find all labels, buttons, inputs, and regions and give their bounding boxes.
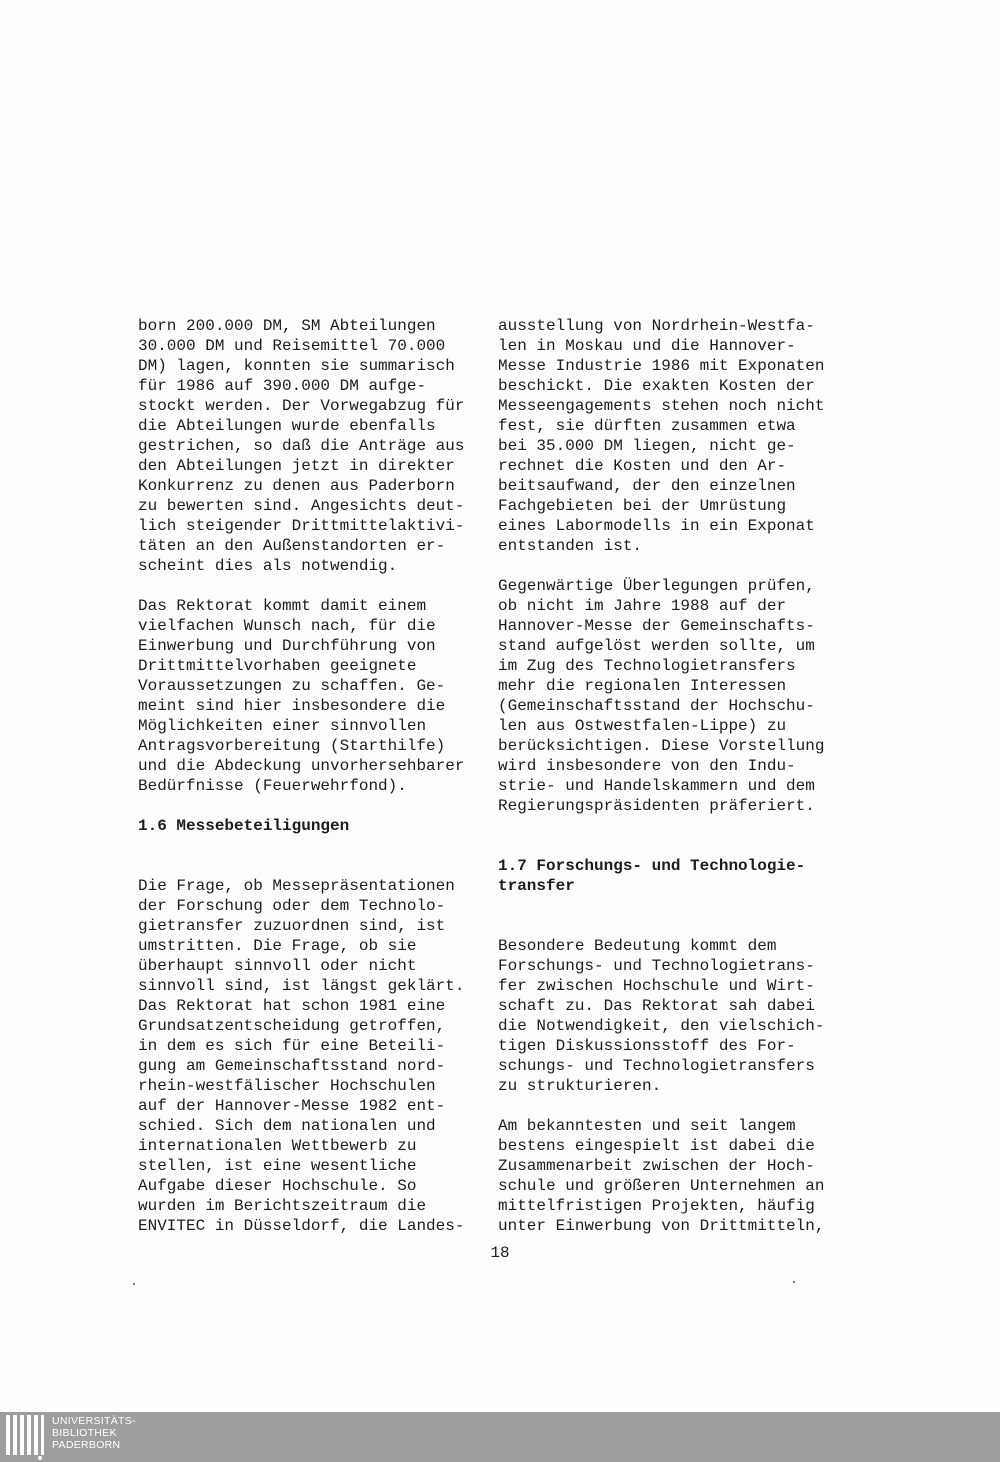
text-line: len in Moskau und die Hannover- (498, 337, 796, 355)
text-line: rhein-westfälischer Hochschulen (138, 1077, 436, 1095)
text-line: fer zwischen Hochschule und Wirt- (498, 977, 815, 995)
text-line: Grundsatzentscheidung getroffen, (138, 1017, 446, 1035)
paragraph (498, 576, 843, 816)
text-line: bei 35.000 DM liegen, nicht ge- (498, 437, 796, 455)
text-line: transfer (498, 877, 575, 895)
text-line: gestrichen, so daß die Anträge aus (138, 437, 465, 455)
paragraph-gap (498, 916, 843, 936)
text-line: gung am Gemeinschaftsstand nord- (138, 1057, 446, 1075)
section-heading (498, 856, 843, 916)
text-line: mehr die regionalen Interessen (498, 677, 787, 695)
text-line: Messeengagements stehen noch nicht (498, 397, 825, 415)
paragraph-gap (138, 836, 483, 856)
text-line: vielfachen Wunsch nach, für die (138, 617, 436, 635)
text-line: in dem es sich für eine Beteili- (138, 1037, 446, 1055)
text-line: Am bekanntesten und seit langem (498, 1117, 796, 1135)
text-line: Zusammenarbeit zwischen der Hoch- (498, 1157, 815, 1175)
text-line: internationalen Wettbewerb zu (138, 1137, 417, 1155)
text-line: mittelfristigen Projekten, häufig (498, 1197, 815, 1215)
paragraph-gap (498, 556, 843, 576)
text-line: Einwerbung und Durchführung von (138, 637, 436, 655)
section-heading (138, 816, 483, 856)
left-column (138, 316, 483, 1236)
text-line: Bedürfnisse (Feuerwehrfond). (138, 777, 407, 795)
text-line: schaft zu. Das Rektorat sah dabei (498, 997, 815, 1015)
text-line: ob nicht im Jahre 1988 auf der (498, 597, 787, 615)
text-line: wurden im Berichtszeitraum die (138, 1197, 427, 1215)
text-line: Voraussetzungen zu schaffen. Ge- (138, 677, 446, 695)
text-line: entstanden ist. (498, 537, 643, 555)
paragraph (498, 316, 843, 556)
text-line: Konkurrenz zu denen aus Paderborn (138, 477, 455, 495)
text-line: die Notwendigkeit, den vielschich- (498, 1017, 825, 1035)
paragraph (138, 316, 483, 576)
text-line: tigen Diskussionsstoff des For- (498, 1037, 796, 1055)
paragraph (138, 596, 483, 796)
text-line: Hannover-Messe der Gemeinschafts- (498, 617, 815, 635)
logo-line: PADERBORN (52, 1439, 121, 1451)
text-line: beschickt. Die exakten Kosten der (498, 377, 815, 395)
text-line: DM) lagen, konnten sie summarisch (138, 357, 455, 375)
paragraph (498, 936, 843, 1096)
text-line: Aufgabe dieser Hochschule. So (138, 1177, 417, 1195)
text-line: 30.000 DM und Reisemittel 70.000 (138, 337, 446, 355)
text-line: (Gemeinschaftsstand der Hochschu- (498, 697, 815, 715)
text-line: Gegenwärtige Überlegungen prüfen, (498, 577, 815, 595)
text-line: berücksichtigen. Diese Vorstellung (498, 737, 825, 755)
text-line: born 200.000 DM, SM Abteilungen (138, 317, 436, 335)
text-line: Forschungs- und Technologietrans- (498, 957, 815, 975)
text-line: schied. Sich dem nationalen und (138, 1117, 436, 1135)
paragraph-gap (498, 1096, 843, 1116)
page-number: 18 (490, 1244, 510, 1262)
text-line: meint sind hier insbesondere die (138, 697, 446, 715)
scan-speck (133, 1283, 135, 1285)
text-line: schungs- und Technologietransfers (498, 1057, 815, 1075)
text-line: stand aufgelöst werden sollte, um (498, 637, 815, 655)
text-line: eines Labormodells in ein Exponat (498, 517, 815, 535)
right-column (498, 316, 843, 1236)
text-line: für 1986 auf 390.000 DM aufge- (138, 377, 427, 395)
paragraph-gap (498, 816, 843, 836)
text-line: Fachgebieten bei der Umrüstung (498, 497, 787, 515)
text-line: beitsaufwand, der den einzelnen (498, 477, 796, 495)
text-line: der Forschung oder dem Technolo- (138, 897, 446, 915)
text-line: den Abteilungen jetzt in direkter (138, 457, 455, 475)
logo-line: BIBLIOTHEK (52, 1427, 117, 1439)
text-line: lich steigender Drittmittelaktivi- (138, 517, 465, 535)
library-logo (4, 1413, 194, 1461)
text-line: rechnet die Kosten und den Ar- (498, 457, 787, 475)
text-line: scheint dies als notwendig. (138, 557, 398, 575)
paragraph-gap (498, 896, 843, 916)
text-line: wird insbesondere von den Indu- (498, 757, 796, 775)
text-line: unter Einwerbung von Drittmitteln, (498, 1217, 825, 1235)
text-line: umstritten. Die Frage, ob sie (138, 937, 417, 955)
text-line: Messe Industrie 1986 mit Exponaten (498, 357, 825, 375)
text-line: len aus Ostwestfalen-Lippe) zu (498, 717, 787, 735)
paragraph-gap (138, 856, 483, 876)
text-line: fest, sie dürften zusammen etwa (498, 417, 796, 435)
text-line: und die Abdeckung unvorhersehbarer (138, 757, 465, 775)
text-line: Regierungspräsidenten präferiert. (498, 797, 815, 815)
text-line: täten an den Außenstandorten er- (138, 537, 446, 555)
text-line: zu strukturieren. (498, 1077, 662, 1095)
text-line: 1.6 Messebeteiligungen (138, 817, 350, 835)
library-logo-text (52, 1415, 136, 1451)
text-line: strie- und Handelskammern und dem (498, 777, 815, 795)
text-line: gietransfer zuzuordnen sind, ist (138, 917, 446, 935)
text-line: im Zug des Technologietransfers (498, 657, 796, 675)
paragraph (498, 1116, 843, 1236)
paragraph-gap (498, 836, 843, 856)
paragraph-gap (138, 576, 483, 596)
text-line: zu bewerten sind. Angesichts deut- (138, 497, 465, 515)
text-line: Das Rektorat kommt damit einem (138, 597, 427, 615)
text-line: Antragsvorbereitung (Starthilfe) (138, 737, 446, 755)
library-logo-icon (4, 1413, 48, 1461)
text-line: bestens eingespielt ist dabei die (498, 1137, 815, 1155)
paragraph (138, 876, 483, 1236)
text-line: stellen, ist eine wesentliche (138, 1157, 417, 1175)
text-line: Besondere Bedeutung kommt dem (498, 937, 777, 955)
text-line: Drittmittelvorhaben geeignete (138, 657, 417, 675)
text-line: auf der Hannover-Messe 1982 ent- (138, 1097, 446, 1115)
text-line: sinnvoll sind, ist längst geklärt. (138, 977, 465, 995)
text-line: überhaupt sinnvoll oder nicht (138, 957, 417, 975)
text-line: ausstellung von Nordrhein-Westfa- (498, 317, 815, 335)
text-line: stockt werden. Der Vorwegabzug für (138, 397, 465, 415)
scan-speck (793, 1281, 795, 1283)
text-line: Die Frage, ob Messepräsentationen (138, 877, 455, 895)
text-line: Das Rektorat hat schon 1981 eine (138, 997, 446, 1015)
paragraph-gap (138, 796, 483, 816)
text-line: Möglichkeiten einer sinnvollen (138, 717, 427, 735)
text-line: ENVITEC in Düsseldorf, die Landes- (138, 1217, 465, 1235)
text-line: die Abteilungen wurde ebenfalls (138, 417, 436, 435)
text-line: schule und größeren Unternehmen an (498, 1177, 825, 1195)
logo-line: UNIVERSITÄTS- (52, 1415, 136, 1427)
text-line: 1.7 Forschungs- und Technologie- (498, 857, 806, 875)
